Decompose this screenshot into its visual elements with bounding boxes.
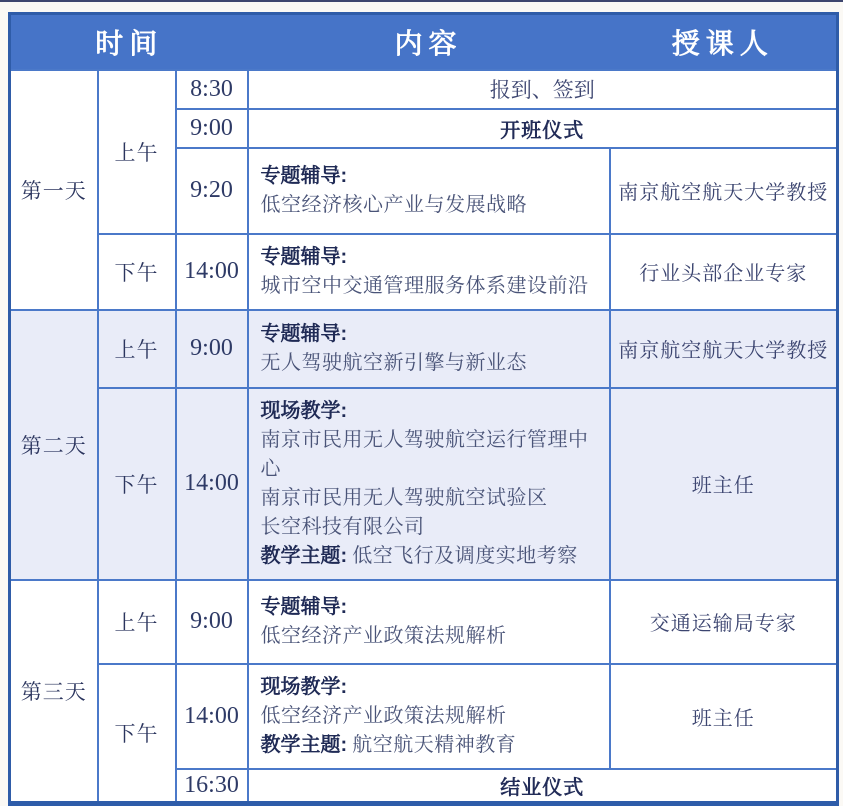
content-line: 低空经济产业政策法规解析 bbox=[260, 624, 507, 647]
time-cell: 14:00 bbox=[176, 388, 248, 580]
day1-pm-cell: 下午 bbox=[98, 234, 176, 310]
content-cell bbox=[248, 310, 610, 388]
topic-label: 教学主题: bbox=[260, 544, 348, 567]
content-line: 低空经济核心产业与发展战略 bbox=[260, 193, 528, 216]
content-topic-line bbox=[261, 731, 601, 760]
table-row bbox=[10, 234, 838, 310]
content-lead-label: 专题辅导: bbox=[260, 595, 348, 618]
content-line: 长空科技有限公司 bbox=[260, 515, 425, 538]
header-instructor: 授课人 bbox=[610, 14, 838, 70]
instructor-cell: 班主任 bbox=[610, 388, 838, 580]
day3-label-cell: 第三天 bbox=[10, 580, 98, 804]
content-cell bbox=[248, 580, 610, 664]
content-lead-label: 专题辅导: bbox=[260, 245, 348, 268]
topic-text: 航空航天精神教育 bbox=[352, 733, 517, 756]
header-row bbox=[10, 14, 838, 70]
instructor-cell: 班主任 bbox=[610, 664, 838, 769]
topic-text: 低空飞行及调度实地考察 bbox=[352, 544, 578, 567]
content-lead-label: 专题辅导: bbox=[260, 322, 348, 345]
time-cell: 9:00 bbox=[176, 310, 248, 388]
instructor-cell: 行业头部企业专家 bbox=[610, 234, 838, 310]
time-cell: 9:20 bbox=[176, 148, 248, 234]
instructor-cell: 南京航空航天大学教授 bbox=[610, 148, 838, 234]
header-content: 内容 bbox=[248, 14, 610, 70]
event-cell: 结业仪式 bbox=[248, 769, 838, 804]
topic-label: 教学主题: bbox=[260, 733, 348, 756]
header-time: 时间 bbox=[10, 14, 248, 70]
day1-am-cell: 上午 bbox=[98, 70, 176, 234]
content-cell bbox=[248, 234, 610, 310]
content-lead-label: 现场教学: bbox=[260, 675, 348, 698]
content-line: 城市空中交通管理服务体系建设前沿 bbox=[260, 274, 589, 297]
day3-pm-cell: 下午 bbox=[98, 664, 176, 804]
day2-pm-cell: 下午 bbox=[98, 388, 176, 580]
instructor-cell: 交通运输局专家 bbox=[610, 580, 838, 664]
content-line: 南京市民用无人驾驶航空试验区 bbox=[260, 486, 548, 509]
event-cell: 报到、签到 bbox=[248, 70, 838, 109]
time-cell: 14:00 bbox=[176, 664, 248, 769]
table-row bbox=[10, 388, 838, 580]
time-cell: 9:00 bbox=[176, 109, 248, 148]
day3-am-cell: 上午 bbox=[98, 580, 176, 664]
time-cell: 16:30 bbox=[176, 769, 248, 804]
content-line: 低空经济产业政策法规解析 bbox=[260, 704, 507, 727]
course-schedule-table bbox=[8, 12, 839, 806]
instructor-cell: 南京航空航天大学教授 bbox=[610, 310, 838, 388]
content-line: 南京市民用无人驾驶航空运行管理中心 bbox=[260, 428, 589, 480]
time-cell: 8:30 bbox=[176, 70, 248, 109]
table-row bbox=[10, 580, 838, 664]
day1-label-cell: 第一天 bbox=[10, 70, 98, 310]
day2-label-cell: 第二天 bbox=[10, 310, 98, 580]
event-cell: 开班仪式 bbox=[248, 109, 838, 148]
content-cell bbox=[248, 388, 610, 580]
content-cell bbox=[248, 664, 610, 769]
content-line: 无人驾驶航空新引擎与新业态 bbox=[260, 351, 528, 374]
table-row bbox=[10, 664, 838, 769]
content-lead-label: 专题辅导: bbox=[260, 164, 348, 187]
content-cell bbox=[248, 148, 610, 234]
day2-am-cell: 上午 bbox=[98, 310, 176, 388]
time-cell: 9:00 bbox=[176, 580, 248, 664]
table-row bbox=[10, 310, 838, 388]
content-topic-line bbox=[261, 542, 601, 571]
screen-top-edge bbox=[0, 0, 843, 2]
table-row bbox=[10, 70, 838, 109]
time-cell: 14:00 bbox=[176, 234, 248, 310]
content-lead-label: 现场教学: bbox=[260, 399, 348, 422]
